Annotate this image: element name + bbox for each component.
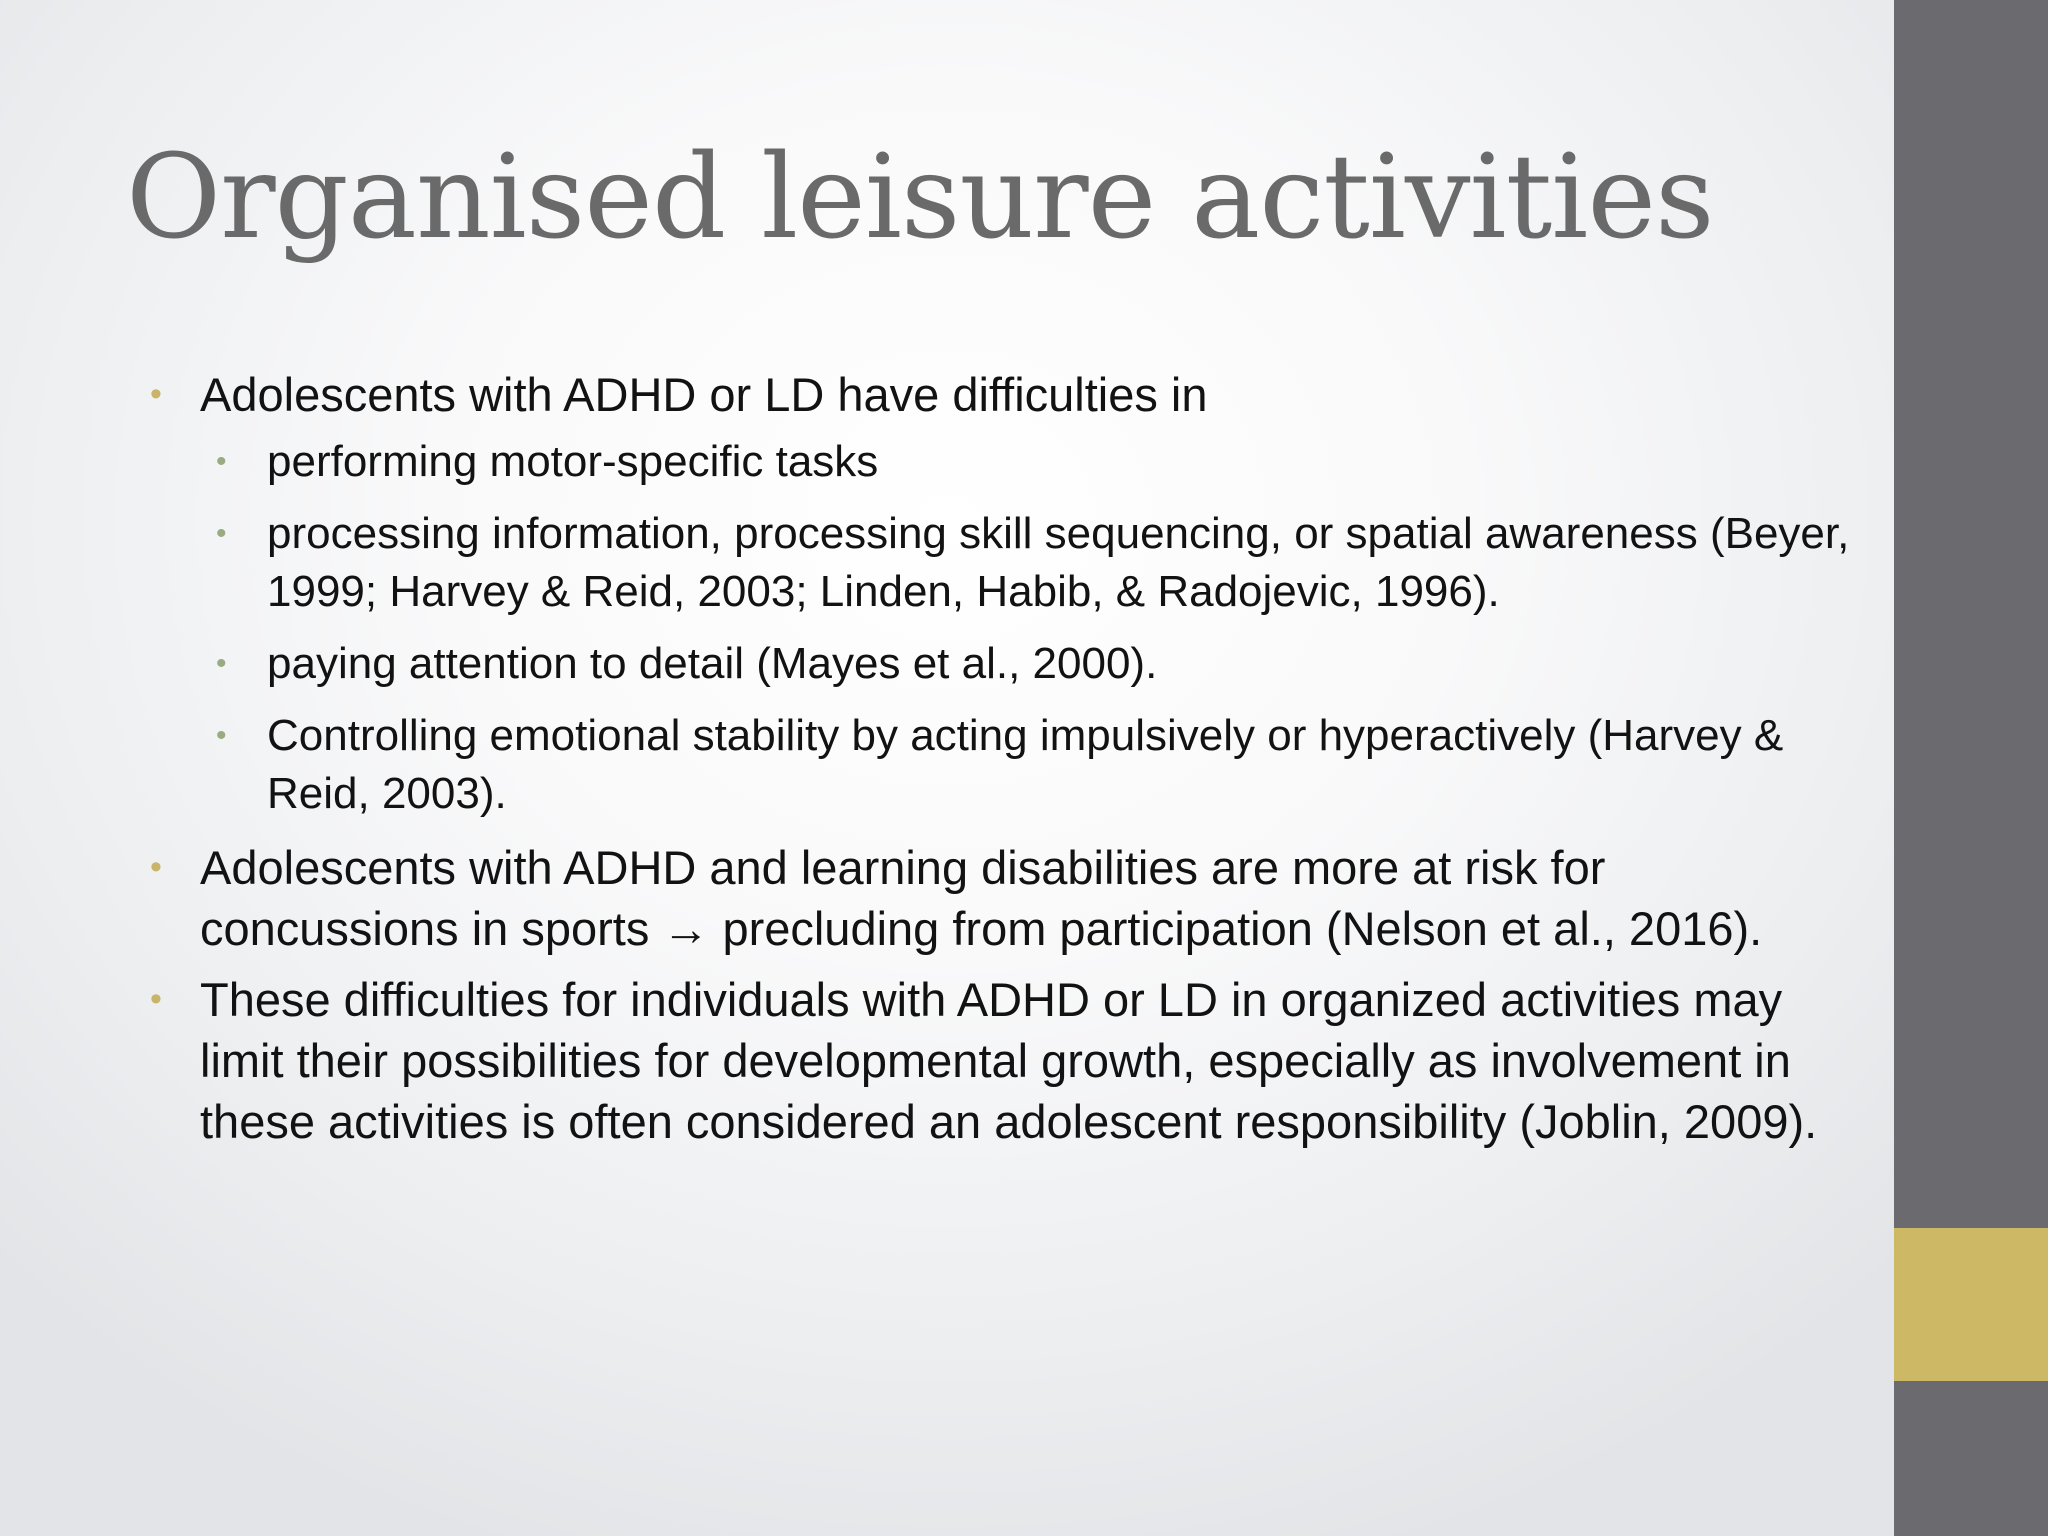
slide-title: Organised leisure activities xyxy=(126,130,1714,265)
sub-bullet-text: processing information, processing skill sequencing, or spatial awareness (Beyer, 1999; Harvey & Reid, 2003; Linden, Habib, & Radojevic, 1996). xyxy=(267,509,1850,616)
bullet-item xyxy=(150,837,1870,959)
bullet-dot-icon: • xyxy=(150,980,162,1018)
sub-bullet-item xyxy=(200,505,1870,621)
sub-bullet-text: Controlling emotional stability by acting impulsively or hyperactively (Harvey & Reid, 2003). xyxy=(267,711,1784,818)
bullet-text: These difficulties for individuals with ADHD or LD in organized activities may limit their possibilities for developmental growth, especially as involvement in these activities is often considered an adolescent responsibility (Joblin, 2009). xyxy=(200,973,1818,1148)
bullet-item xyxy=(150,969,1870,1152)
bullet-text: Adolescents with ADHD and learning disabilities are more at risk for concussions in sports → precluding from participation (Nelson et al., 2016). xyxy=(200,841,1763,955)
bullet-item xyxy=(150,364,1870,823)
sub-bullet-item xyxy=(200,433,1870,491)
sub-bullet-dot-icon: • xyxy=(216,647,227,680)
sub-bullet-item xyxy=(200,635,1870,693)
sub-bullet-dot-icon: • xyxy=(216,445,227,478)
sub-bullet-text: paying attention to detail (Mayes et al., 2000). xyxy=(267,639,1158,688)
sub-bullet-dot-icon: • xyxy=(216,719,227,752)
sub-bullet-item xyxy=(200,707,1870,823)
slide-body xyxy=(150,364,1870,1162)
sub-bullet-text: performing motor-specific tasks xyxy=(267,437,879,486)
sub-bullet-list xyxy=(200,433,1870,823)
bullet-text: Adolescents with ADHD or LD have difficulties in xyxy=(200,368,1208,421)
sub-bullet-dot-icon: • xyxy=(216,517,227,550)
bullet-dot-icon: • xyxy=(150,375,162,413)
bullet-list xyxy=(150,364,1870,1152)
bullet-dot-icon: • xyxy=(150,848,162,886)
side-accent-block xyxy=(1894,1228,2048,1381)
